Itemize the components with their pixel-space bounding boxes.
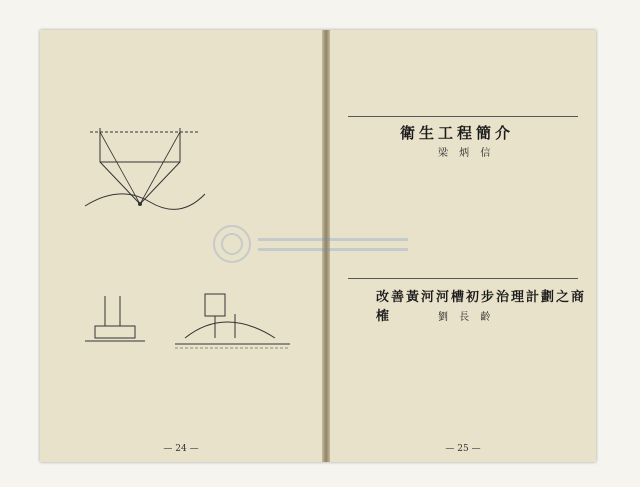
article2-author: 劉 長 齡 xyxy=(438,312,495,323)
figure-wave-diagram xyxy=(85,286,295,356)
right-page-number: — 25 — xyxy=(445,444,481,454)
article1-author: 梁 炳 信 xyxy=(438,148,495,159)
article2-title: 改善黃河河槽初步治理計劃之商榷 xyxy=(376,290,587,324)
left-page-number: — 24 — xyxy=(163,444,199,454)
article1-title: 衛生工程簡介 xyxy=(400,124,515,142)
article1-rule xyxy=(348,116,578,117)
article2-rule xyxy=(348,278,578,279)
university-seal-icon xyxy=(210,222,420,266)
figure-reflection-diagram xyxy=(80,114,210,214)
